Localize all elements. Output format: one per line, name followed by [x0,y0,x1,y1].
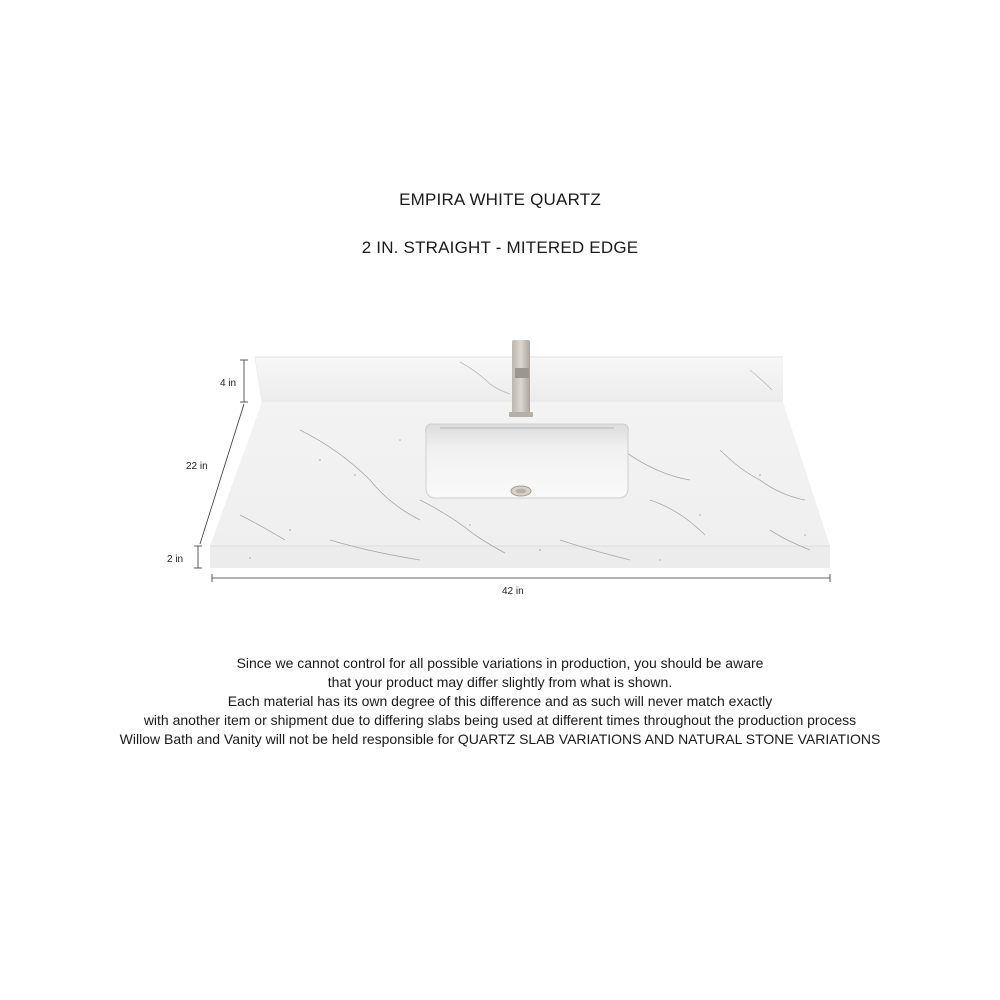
undermount-sink [426,424,629,498]
variation-disclaimer [40,654,960,749]
disclaimer-line: Willow Bath and Vanity will not be held responsible for QUARTZ SLAB VARIATIONS AND NATURAL STONE VARIATIONS [119,731,881,747]
edge-thickness-label: 2 in [167,554,184,565]
disclaimer-line: with another item or shipment due to differing slabs being used at different times throughout the production process [143,712,857,728]
product-title: EMPIRA WHITE QUARTZ [399,190,601,209]
edge-profile-title: 2 IN. STRAIGHT - MITERED EDGE [361,238,639,257]
backsplash-height-label: 4 in [220,378,237,389]
depth-label: 22 in [186,461,208,472]
disclaimer-line: that your product may differ slightly from what is shown. [327,674,673,690]
width-label: 42 in [502,586,524,597]
disclaimer-line: Each material has its own degree of this difference and as such will never match exactly [227,693,773,709]
disclaimer-line: Since we cannot control for all possible variations in production, you should be aware [236,655,764,671]
faucet [509,340,533,417]
vanity-top-diagram [0,300,1000,620]
